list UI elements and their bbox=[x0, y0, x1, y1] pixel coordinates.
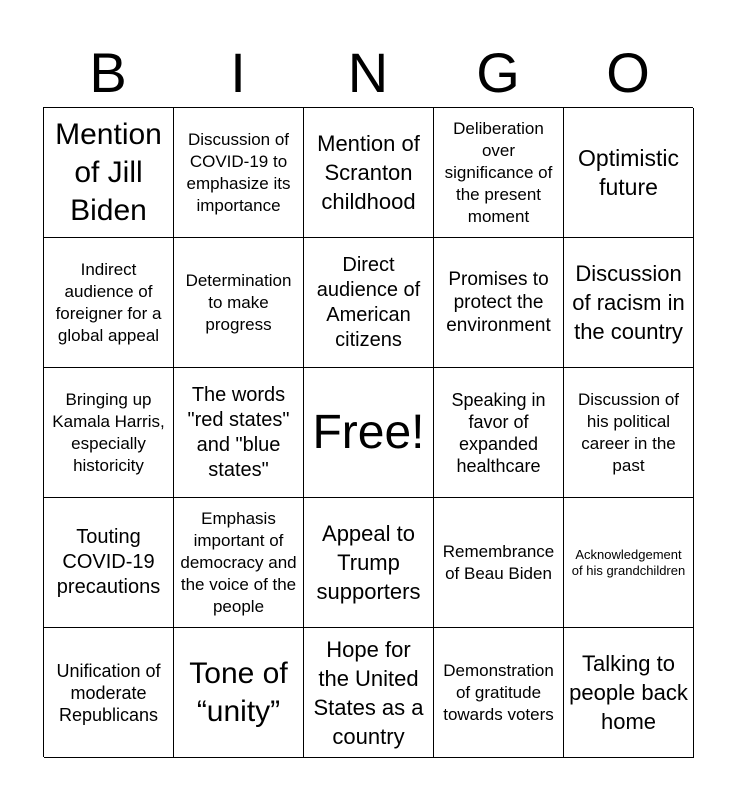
header-letter-n: N bbox=[347, 41, 389, 104]
bingo-header bbox=[43, 40, 693, 106]
bingo-cell[interactable] bbox=[44, 238, 174, 368]
bingo-cell[interactable] bbox=[174, 368, 304, 498]
cell-text: Hope for the United States as a country bbox=[313, 636, 424, 749]
bingo-cell[interactable] bbox=[174, 628, 304, 758]
free-space-cell[interactable] bbox=[304, 368, 434, 498]
cell-text: Discussion of racism in the country bbox=[572, 261, 685, 344]
bingo-cell[interactable] bbox=[174, 238, 304, 368]
bingo-cell[interactable] bbox=[304, 108, 434, 238]
cell-text: Appeal to Trump supporters bbox=[316, 521, 421, 604]
bingo-cell[interactable] bbox=[564, 628, 694, 758]
bingo-cell[interactable] bbox=[434, 498, 564, 628]
bingo-cell[interactable] bbox=[564, 238, 694, 368]
bingo-cell[interactable] bbox=[564, 108, 694, 238]
header-letter-g: G bbox=[476, 41, 520, 104]
header-letter-i: I bbox=[230, 41, 246, 104]
cell-text: Touting COVID-19 precautions bbox=[56, 526, 161, 598]
cell-text: Determination to make progress bbox=[185, 270, 292, 334]
bingo-cell[interactable] bbox=[434, 368, 564, 498]
bingo-cell[interactable] bbox=[174, 498, 304, 628]
cell-text: Remembrance of Beau Biden bbox=[442, 541, 555, 583]
cell-text: Direct audience of American citizens bbox=[316, 253, 421, 351]
cell-text: Emphasis important of democracy and the voice of the people bbox=[180, 508, 297, 616]
bingo-cell[interactable] bbox=[564, 498, 694, 628]
cell-text: Unification of moderate Republicans bbox=[56, 660, 161, 725]
bingo-cell[interactable] bbox=[434, 108, 564, 238]
header-letter-b: B bbox=[89, 41, 127, 104]
cell-text: Speaking in favor of expanded healthcare bbox=[451, 389, 546, 476]
bingo-cell[interactable] bbox=[304, 238, 434, 368]
bingo-cell[interactable] bbox=[44, 628, 174, 758]
cell-text: The words "red states" and "blue states" bbox=[187, 383, 290, 481]
bingo-cell[interactable] bbox=[174, 108, 304, 238]
cell-text: Talking to people back home bbox=[569, 651, 688, 734]
free-space-text: Free! bbox=[312, 405, 425, 459]
cell-text: Promises to protect the environment bbox=[446, 269, 551, 336]
bingo-cell[interactable] bbox=[304, 498, 434, 628]
cell-text: Bringing up Kamala Harris, especially historicity bbox=[52, 389, 165, 475]
cell-text: Mention of Jill Biden bbox=[55, 117, 162, 227]
cell-text: Tone of “unity” bbox=[189, 656, 288, 728]
cell-text: Acknowledgement of his grandchildren bbox=[571, 546, 686, 578]
bingo-cell[interactable] bbox=[434, 238, 564, 368]
bingo-cell[interactable] bbox=[564, 368, 694, 498]
bingo-cell[interactable] bbox=[44, 498, 174, 628]
cell-text: Indirect audience of foreigner for a global appeal bbox=[55, 259, 162, 345]
cell-text: Mention of Scranton childhood bbox=[317, 131, 420, 214]
cell-text: Optimistic future bbox=[578, 144, 679, 200]
bingo-cell[interactable] bbox=[434, 628, 564, 758]
bingo-card bbox=[43, 107, 693, 757]
cell-text: Demonstration of gratitude towards voters bbox=[443, 660, 554, 724]
bingo-cell[interactable] bbox=[44, 368, 174, 498]
cell-text: Discussion of COVID-19 to emphasize its importance bbox=[186, 129, 291, 215]
bingo-cell[interactable] bbox=[304, 628, 434, 758]
header-letter-o: O bbox=[606, 41, 650, 104]
bingo-cell[interactable] bbox=[44, 108, 174, 238]
cell-text: Discussion of his political career in the past bbox=[577, 389, 680, 475]
cell-text: Deliberation over significance of the present moment bbox=[444, 118, 553, 226]
